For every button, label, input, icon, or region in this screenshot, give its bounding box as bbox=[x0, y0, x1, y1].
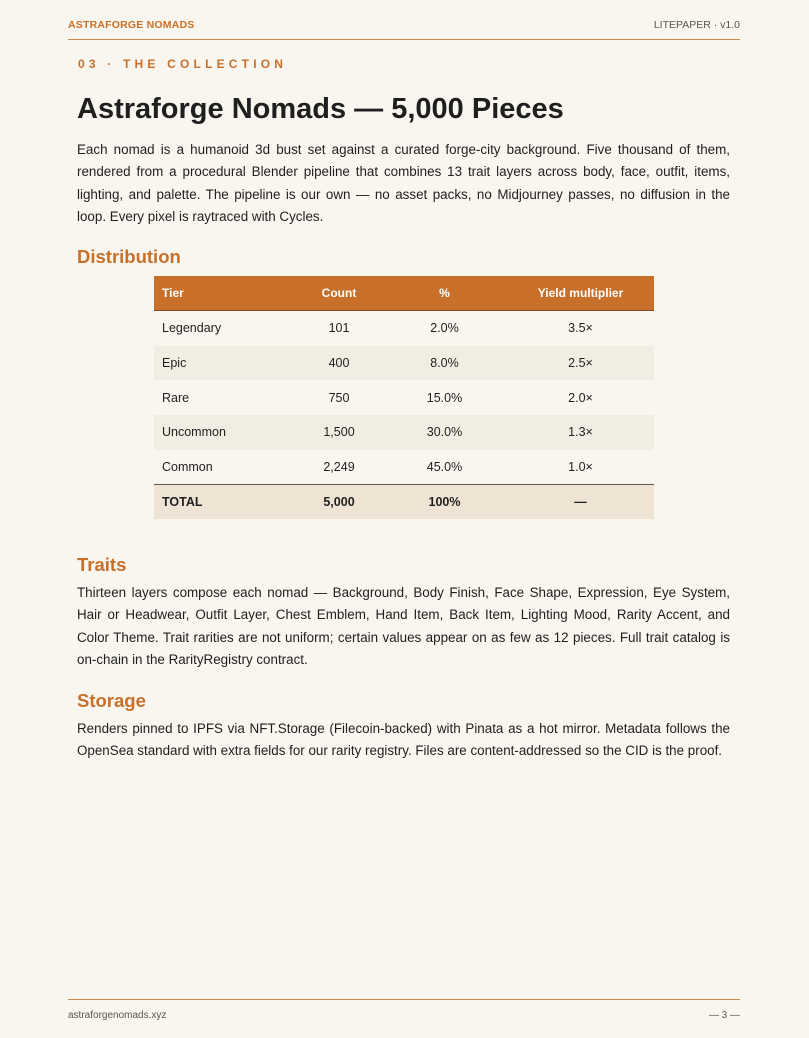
count-cell: 101 bbox=[328, 321, 350, 336]
count-cell: 750 bbox=[328, 390, 350, 405]
document-version: LITEPAPER · v1.0 bbox=[653, 19, 740, 31]
count-cell: 2,249 bbox=[323, 460, 355, 475]
distribution-table bbox=[154, 276, 654, 519]
tier-cell: Common bbox=[162, 460, 213, 475]
yield-cell: 1.0× bbox=[568, 460, 593, 475]
total-count-cell: 5,000 bbox=[296, 485, 382, 520]
yield-cell: 1.3× bbox=[507, 415, 654, 450]
table-total-row bbox=[154, 485, 654, 520]
intro-paragraph: Each nomad is a humanoid 3d bust set against a curated forge-city background. Five thousand of them, rendered from a procedural Blender pipeline that combines 13 trait layers across body, face, outfit, items, lighting, and palette. The pipeline is our own — no asset packs, no Midjourney passes, no diffusion in the loop. Every pixel is raytraced with Cycles. bbox=[77, 142, 730, 224]
page-header bbox=[68, 19, 740, 40]
page-title: Astraforge Nomads — 5,000 Pieces bbox=[77, 93, 564, 125]
column-header-percent: % bbox=[382, 276, 507, 311]
distribution-heading: Distribution bbox=[77, 246, 181, 267]
percent-cell: 30.0% bbox=[382, 415, 507, 450]
storage-paragraph: Renders pinned to IPFS via NFT.Storage (Filecoin-backed) with Pinata as a hot mirror. Metadata follows the OpenSea standard with extra fields for our rarity registry. Files are content-addressed so the CID is the proof. bbox=[77, 721, 730, 759]
yield-cell: 3.5× bbox=[568, 321, 593, 336]
storage-heading: Storage bbox=[77, 690, 146, 711]
traits-paragraph: Thirteen layers compose each nomad — Background, Body Finish, Face Shape, Expression, Eye System, Hair or Headwear, Outfit Layer, Chest Emblem, Hand Item, Back Item, Lighting Mood, Rarity Accent, and Color Theme. Trait rarities are not uniform; certain values appear on as few as 12 pieces. Full trait catalog is on-chain in the RarityRegistry contract. bbox=[77, 585, 730, 667]
percent-cell: 2.0% bbox=[430, 321, 459, 336]
footer-website: astraforgenomads.xyz bbox=[68, 1010, 167, 1021]
count-cell: 400 bbox=[296, 346, 382, 381]
table-row bbox=[154, 450, 654, 485]
count-cell: 1,500 bbox=[296, 415, 382, 450]
brand-name: ASTRAFORGE NOMADS bbox=[68, 19, 195, 31]
yield-cell: 2.0× bbox=[568, 390, 593, 405]
percent-cell: 15.0% bbox=[426, 390, 463, 405]
percent-cell: 45.0% bbox=[426, 460, 463, 475]
column-header-yield-multiplier: Yield multiplier bbox=[507, 276, 654, 311]
page-number: — 3 — bbox=[708, 1010, 740, 1021]
page-footer bbox=[68, 999, 740, 1021]
column-header-count: Count bbox=[296, 276, 382, 311]
table-row bbox=[154, 415, 654, 450]
total-percent-cell: 100% bbox=[382, 485, 507, 520]
yield-cell: 2.5× bbox=[507, 346, 654, 381]
tier-cell: Rare bbox=[162, 390, 190, 405]
tier-cell: Epic bbox=[154, 346, 296, 381]
tier-cell: Uncommon bbox=[154, 415, 296, 450]
table-header-row bbox=[154, 276, 654, 311]
tier-cell: Legendary bbox=[162, 321, 222, 336]
table-row bbox=[154, 380, 654, 415]
column-header-tier: Tier bbox=[154, 276, 296, 311]
traits-heading: Traits bbox=[77, 554, 127, 575]
total-label-cell: TOTAL bbox=[154, 485, 296, 520]
total-yield-cell: — bbox=[507, 485, 654, 520]
percent-cell: 8.0% bbox=[382, 346, 507, 381]
table-row bbox=[154, 346, 654, 381]
table-row bbox=[154, 311, 654, 346]
section-eyebrow: 03 · THE COLLECTION bbox=[78, 57, 288, 71]
